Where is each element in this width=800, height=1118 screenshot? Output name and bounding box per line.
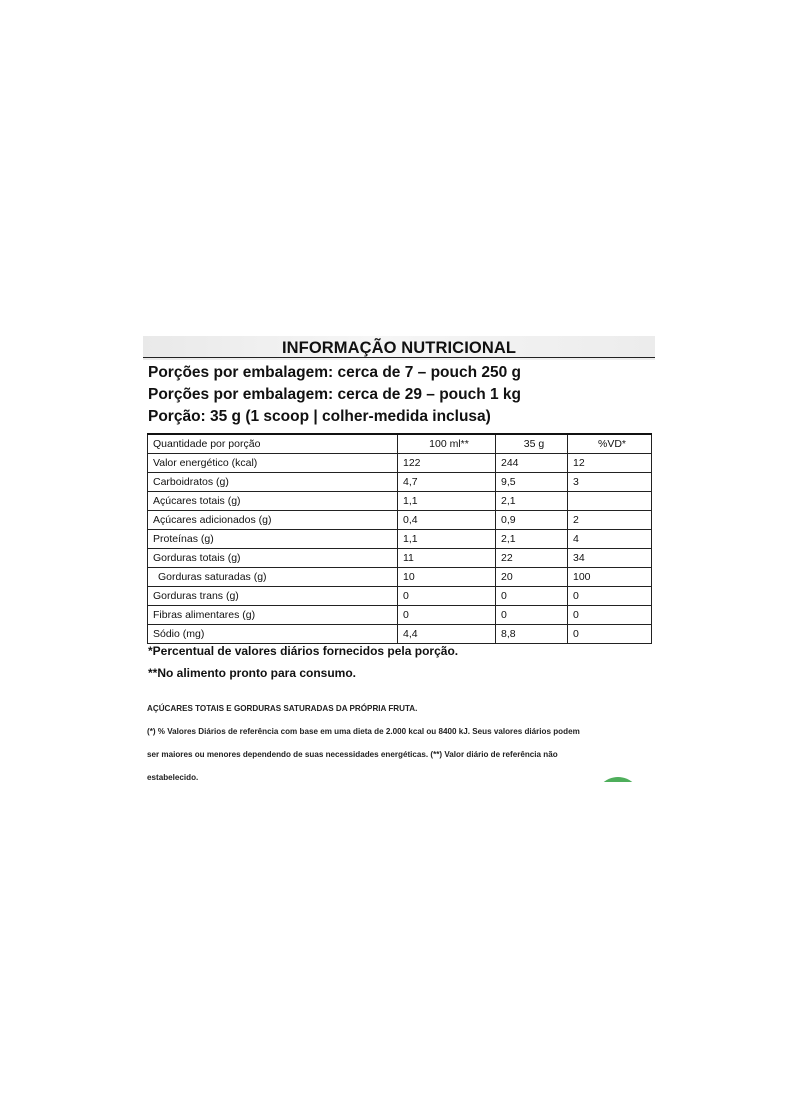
value-per-100ml: 1,1 bbox=[398, 492, 496, 511]
nutrient-name: Valor energético (kcal) bbox=[148, 454, 398, 473]
nutrient-row bbox=[148, 473, 652, 492]
value-per-100ml: 0 bbox=[398, 587, 496, 606]
value-per-35g: 244 bbox=[496, 454, 568, 473]
header-daily-value: %VD* bbox=[568, 434, 652, 454]
note-sugar-fat-source: AÇÚCARES TOTAIS E GORDURAS SATURADAS DA PRÓPRIA FRUTA. bbox=[147, 704, 418, 713]
label-title: INFORMAÇÃO NUTRICIONAL bbox=[281, 339, 517, 357]
value-per-35g: 0,9 bbox=[496, 511, 568, 530]
value-per-35g: 2,1 bbox=[496, 492, 568, 511]
nutrient-name: Carboidratos (g) bbox=[148, 473, 398, 492]
value-per-100ml: 10 bbox=[398, 568, 496, 587]
note-reference-line-1: (*) % Valores Diários de referência com base em uma dieta de 2.000 kcal ou 8400 kJ. Seus valores diários podem bbox=[147, 727, 580, 736]
serving-size: Porção: 35 g (1 scoop | colher-medida inclusa) bbox=[148, 408, 491, 425]
nutrient-row bbox=[148, 454, 652, 473]
daily-value-percent: 100 bbox=[568, 568, 652, 587]
daily-value-percent: 12 bbox=[568, 454, 652, 473]
daily-value-percent bbox=[568, 492, 652, 511]
table-header-row bbox=[148, 434, 652, 454]
nutrient-row bbox=[148, 530, 652, 549]
note-reference-line-2: ser maiores ou menores dependendo de suas necessidades energéticas. (**) Valor diário de referência não bbox=[147, 750, 558, 759]
value-per-100ml: 0 bbox=[398, 606, 496, 625]
portions-per-package-1kg: Porções por embalagem: cerca de 29 – pouch 1 kg bbox=[148, 386, 522, 403]
nutrient-row bbox=[148, 511, 652, 530]
nutrient-row bbox=[148, 587, 652, 606]
daily-value-percent: 4 bbox=[568, 530, 652, 549]
nutrient-name: Gorduras trans (g) bbox=[148, 587, 398, 606]
value-per-100ml: 122 bbox=[398, 454, 496, 473]
value-per-100ml: 11 bbox=[398, 549, 496, 568]
nutrient-name: Açúcares totais (g) bbox=[148, 492, 398, 511]
nutrient-row bbox=[148, 492, 652, 511]
nutrient-name: Proteínas (g) bbox=[148, 530, 398, 549]
note-reference-line-3: estabelecido. bbox=[147, 773, 199, 782]
value-per-35g: 9,5 bbox=[496, 473, 568, 492]
value-per-100ml: 4,7 bbox=[398, 473, 496, 492]
daily-value-percent: 3 bbox=[568, 473, 652, 492]
nutrient-name: Gorduras totais (g) bbox=[148, 549, 398, 568]
header-100ml: 100 ml** bbox=[398, 434, 496, 454]
daily-value-percent: 0 bbox=[568, 625, 652, 644]
nutrient-row bbox=[148, 568, 652, 587]
daily-value-percent: 34 bbox=[568, 549, 652, 568]
nutrient-name: Fibras alimentares (g) bbox=[148, 606, 398, 625]
title-divider bbox=[143, 357, 655, 358]
value-per-35g: 2,1 bbox=[496, 530, 568, 549]
value-per-100ml: 0,4 bbox=[398, 511, 496, 530]
value-per-35g: 20 bbox=[496, 568, 568, 587]
daily-value-percent: 0 bbox=[568, 606, 652, 625]
nutrient-row bbox=[148, 606, 652, 625]
nutrient-row bbox=[148, 549, 652, 568]
value-per-100ml: 1,1 bbox=[398, 530, 496, 549]
value-per-100ml: 4,4 bbox=[398, 625, 496, 644]
footnote-daily-values: *Percentual de valores diários fornecidos pela porção. bbox=[148, 644, 459, 658]
nutrient-row bbox=[148, 625, 652, 644]
nutrient-name: Gorduras saturadas (g) bbox=[148, 568, 398, 587]
footnote-ready-to-eat: **No alimento pronto para consumo. bbox=[148, 666, 357, 680]
value-per-35g: 22 bbox=[496, 549, 568, 568]
daily-value-percent: 2 bbox=[568, 511, 652, 530]
daily-value-percent: 0 bbox=[568, 587, 652, 606]
nutrition-table bbox=[147, 433, 652, 644]
nutrition-label bbox=[143, 336, 655, 782]
header-quantity: Quantidade por porção bbox=[148, 434, 398, 454]
nutrient-name: Sódio (mg) bbox=[148, 625, 398, 644]
value-per-35g: 0 bbox=[496, 587, 568, 606]
nutrient-name: Açúcares adicionados (g) bbox=[148, 511, 398, 530]
portions-per-package-250g: Porções por embalagem: cerca de 7 – pouch 250 g bbox=[148, 364, 522, 381]
value-per-35g: 0 bbox=[496, 606, 568, 625]
value-per-35g: 8,8 bbox=[496, 625, 568, 644]
header-35g: 35 g bbox=[496, 434, 568, 454]
